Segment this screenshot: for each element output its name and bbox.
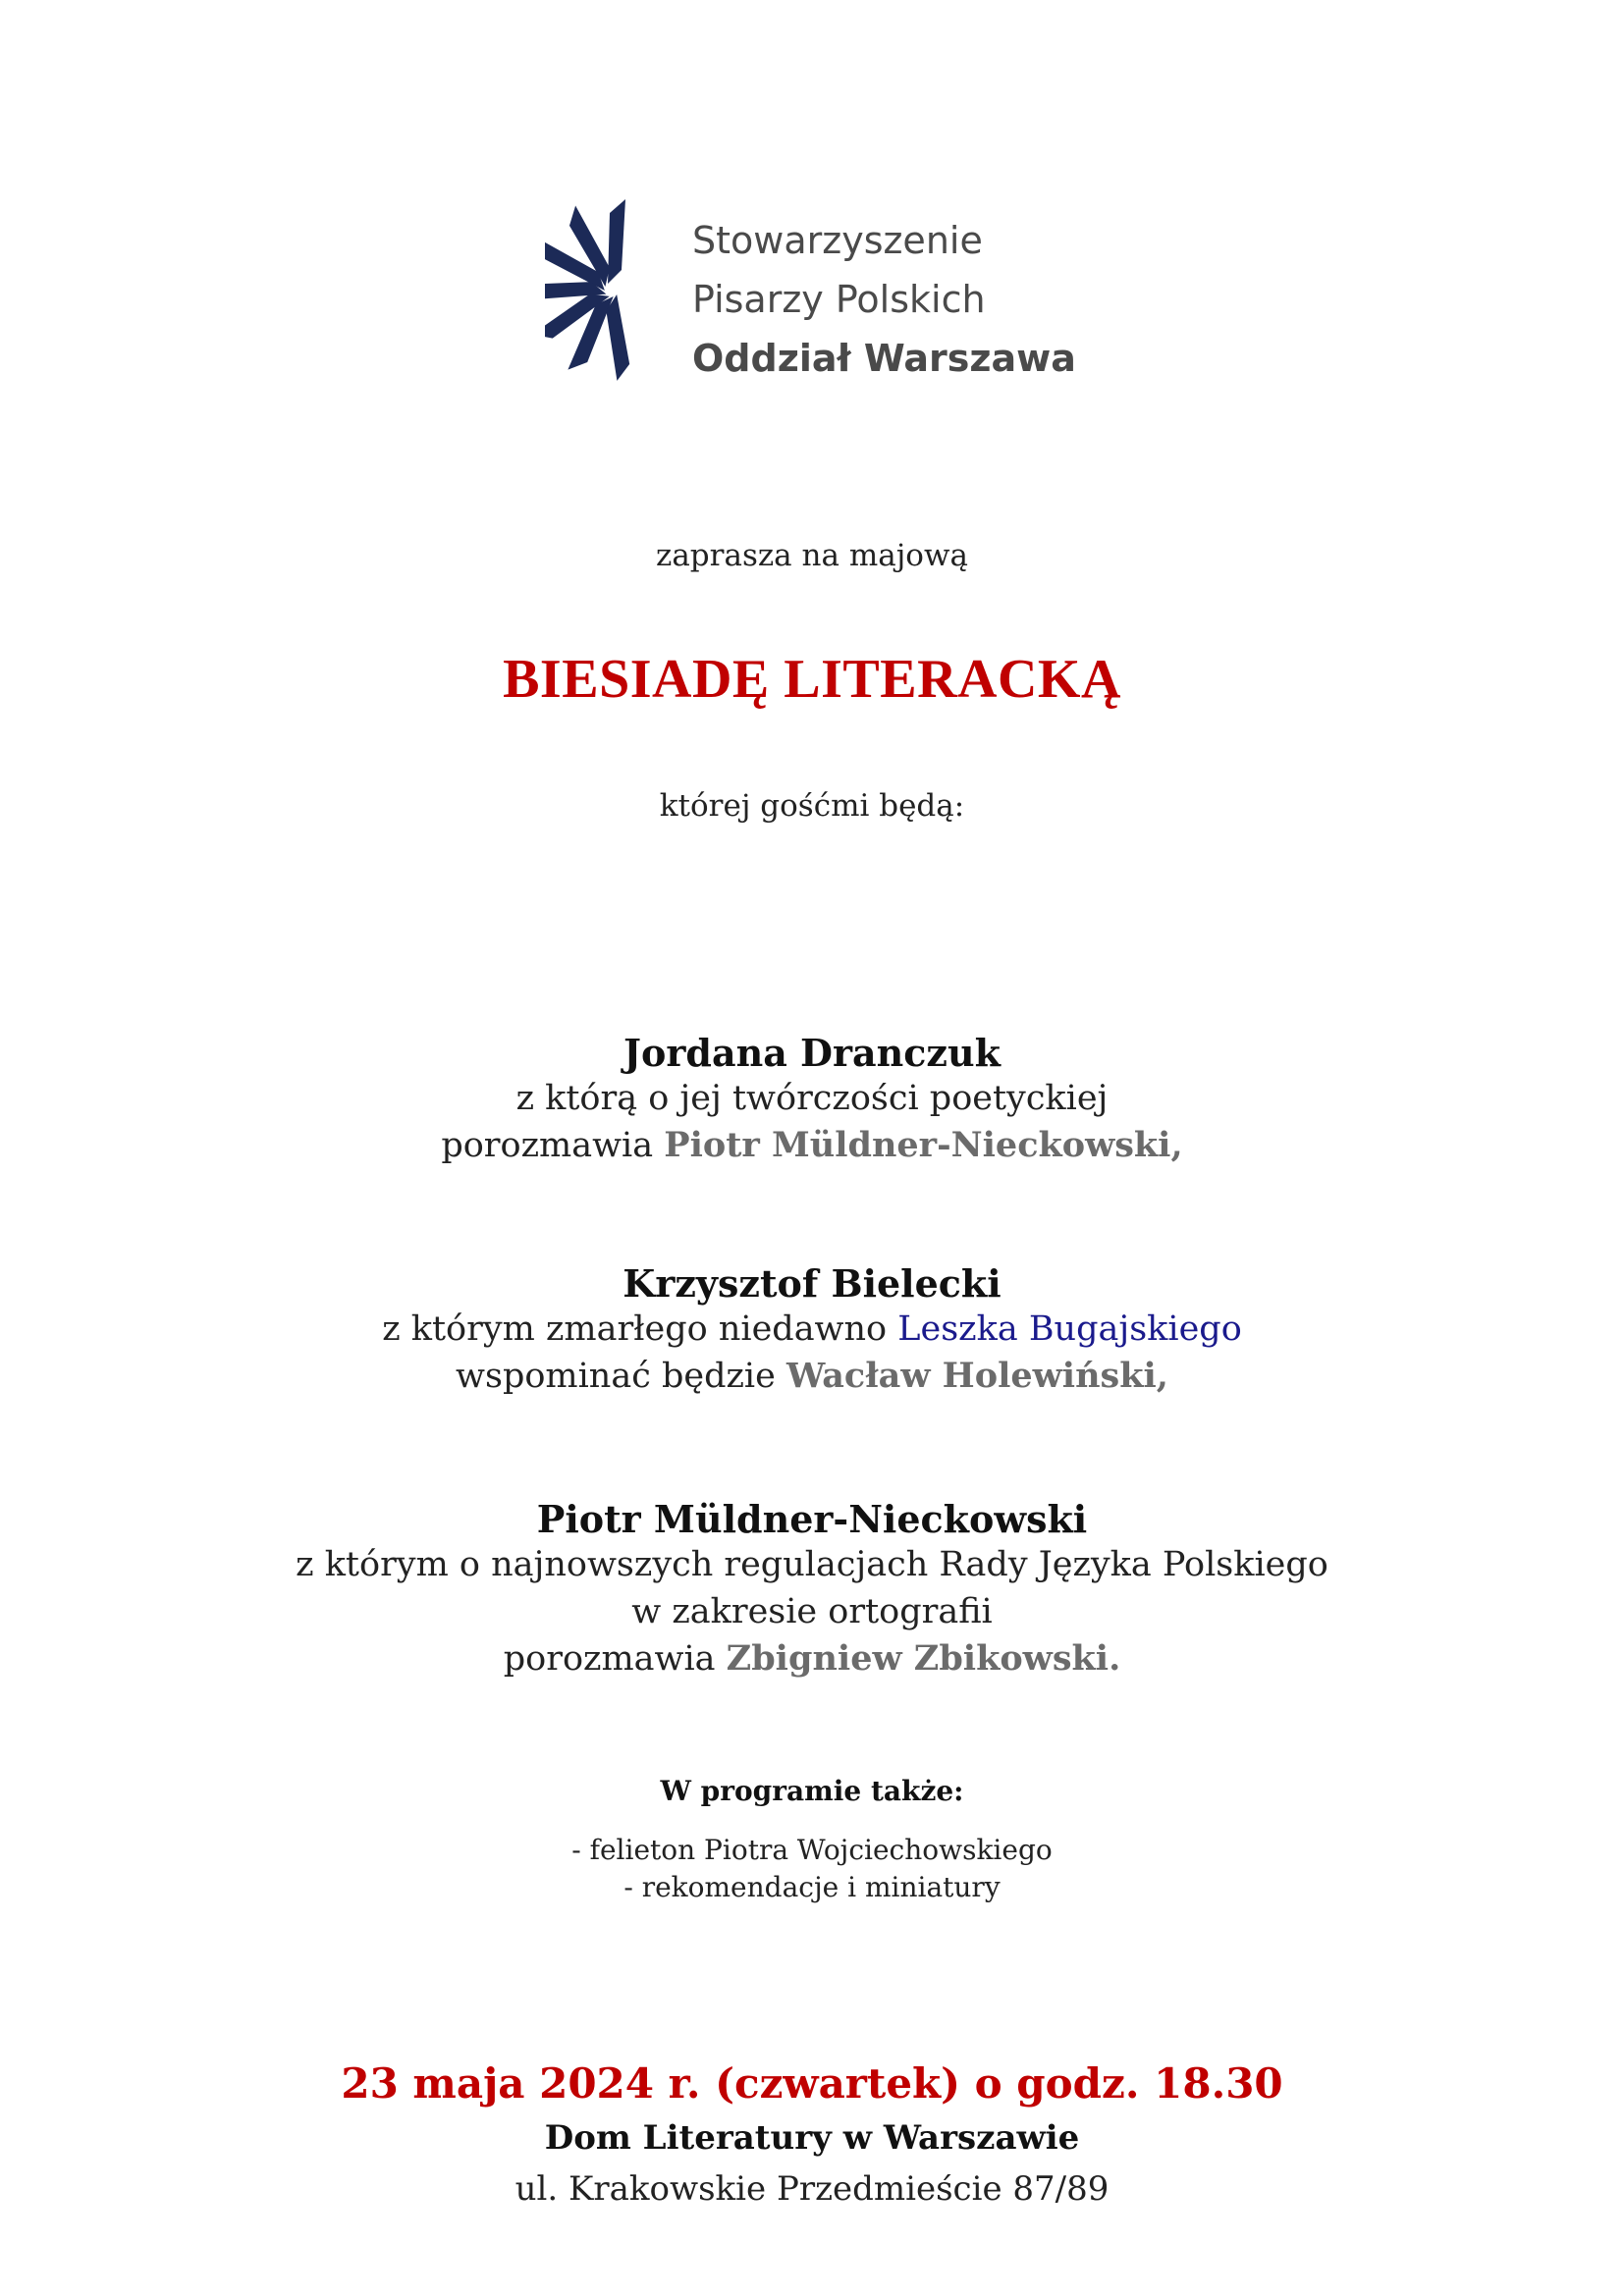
- guest-name: Krzysztof Bielecki: [623, 1261, 1001, 1306]
- logo-line-1: Stowarzyszenie: [692, 219, 983, 262]
- remembered-person: Leszka Bugajskiego: [897, 1309, 1242, 1349]
- guest-block-3: [0, 1497, 1624, 1682]
- event-venue: Dom Literatury w Warszawie: [544, 2118, 1080, 2158]
- moderator-name: Wacław Holewiński,: [785, 1356, 1168, 1396]
- program-item: - rekomendacje i miniatury: [623, 1871, 1001, 1903]
- guest-moderator-line: [0, 1122, 1624, 1169]
- guest-description-2: w zakresie ortografii: [631, 1592, 993, 1631]
- organization-logo: [545, 191, 1095, 388]
- event-date: 23 maja 2024 r. (czwartek) o godz. 18.30: [341, 2059, 1283, 2108]
- intro-text: zaprasza na majową: [655, 538, 968, 573]
- program-heading: W programie także:: [660, 1775, 964, 1807]
- event-title: BIESIADĘ LITERACKĄ: [503, 649, 1121, 710]
- moderator-name: Piotr Müldner-Nieckowski,: [664, 1125, 1183, 1165]
- guest-name: Jordana Dranczuk: [623, 1031, 1001, 1075]
- guest-moderator-line: [0, 1353, 1624, 1400]
- guest-description: z którym o najnowszych regulacjach Rady Języka Polskiego: [296, 1545, 1328, 1584]
- guest-description: [0, 1306, 1624, 1353]
- feather-star-icon: [545, 191, 663, 388]
- logo-line-3: Oddział Warszawa: [692, 337, 1076, 380]
- guest-name: Piotr Müldner-Nieckowski: [536, 1497, 1088, 1541]
- moderator-prefix: porozmawia: [441, 1126, 665, 1165]
- moderator-name: Zbigniew Zbikowski.: [726, 1638, 1121, 1679]
- logo-text: [692, 211, 1076, 388]
- guest-block-1: [0, 1031, 1624, 1169]
- logo-line-2: Pisarzy Polskich: [692, 278, 986, 321]
- moderator-prefix: porozmawia: [503, 1639, 727, 1679]
- program-item: - felieton Piotra Wojciechowskiego: [571, 1834, 1053, 1866]
- description-prefix: z którym zmarłego niedawno: [382, 1309, 898, 1349]
- guest-description: z którą o jej twórczości poetyckiej: [515, 1079, 1109, 1118]
- guest-moderator-line: [0, 1635, 1624, 1682]
- guests-intro: której gośćmi będą:: [659, 788, 965, 824]
- moderator-prefix: wspominać będzie: [456, 1357, 786, 1396]
- guest-block-2: [0, 1261, 1624, 1400]
- event-address: ul. Krakowskie Przedmieście 87/89: [514, 2169, 1110, 2209]
